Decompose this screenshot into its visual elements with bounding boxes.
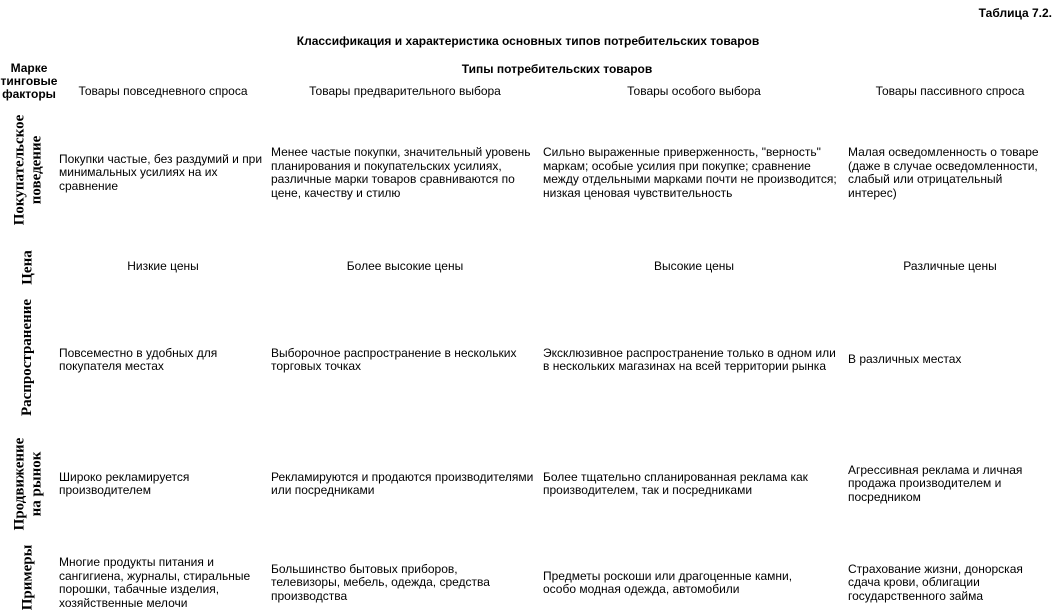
column-header-everyday: Товары повседневного спроса	[78, 84, 248, 98]
row-label-buyer-behavior: Покупательское поведение	[11, 114, 44, 226]
table-number: Таблица 7.2.	[978, 6, 1052, 20]
table-cell: В различных местах	[848, 352, 962, 367]
table-cell: Многие продукты питания и сангигиена, журналы, стиральные порошки, табачные изделия, хозяйственные мелочи	[59, 555, 251, 610]
table-cell: Повсеместно в удобных для покупателя местах	[59, 345, 218, 373]
table-cell: Низкие цены	[127, 259, 199, 274]
table-cell: Различные цены	[903, 259, 997, 274]
table-cell: Эксклюзивное распространение только в одном или в нескольких магазинах на всей территории рынка	[543, 345, 836, 373]
table-cell: Более высокие цены	[346, 259, 464, 274]
row-label-distribution: Распространение	[19, 298, 36, 416]
table-cell: Высокие цены	[653, 259, 735, 274]
row-label-examples: Примеры	[19, 544, 36, 610]
row-label-promotion: Продвижение на рынок	[11, 437, 45, 531]
table-cell: Большинство бытовых приборов, телевизоры, мебель, одежда, средства производства	[271, 561, 490, 603]
table-cell: Рекламируются и продаются производителями или посредниками	[271, 469, 534, 497]
marketing-factors-header: Марке тинговые факторы	[0, 61, 58, 101]
table-cell: Более тщательно спланированная реклама как производителем, так и посредниками	[543, 469, 808, 497]
table-cell: Предметы роскоши или драгоценные камни, особо модная одежда, автомобили	[543, 568, 793, 596]
table-cell: Агрессивная реклама и личная продажа производителем и посредником	[848, 462, 1023, 504]
table-cell: Сильно выраженные приверженность, "верность" маркам; особые усилия при покупке; сравнение между отдельными марками почти не производится; низкая ценовая чувствительность	[543, 145, 837, 200]
table-title: Классификация и характеристика основных типов потребительских товаров	[296, 34, 760, 48]
table-cell: Менее частые покупки, значительный уровень планирования и покупательских усилиях, различные марки товаров сравниваются по цене, качеству и стилю	[271, 145, 531, 200]
column-header-preselection: Товары предварительного выбора	[309, 84, 501, 98]
table-cell: Страхование жизни, донорская сдача крови, облигации государственного займа	[848, 561, 1023, 603]
table-cell: Широко рекламируется производителем	[59, 469, 190, 497]
table-cell: Малая осведомленность о товаре (даже в случае осведомленности, слабый или отрицательный интерес)	[848, 145, 1039, 200]
product-types-header: Типы потребительских товаров	[461, 62, 653, 76]
column-header-special: Товары особого выбора	[627, 84, 761, 98]
row-label-price: Цена	[19, 249, 36, 285]
table-cell: Выборочное распространение в нескольких торговых точках	[271, 345, 517, 373]
column-header-passive: Товары пассивного спроса	[875, 84, 1025, 98]
table-cell: Покупки частые, без раздумий и при минимальных усилиях на их сравнение	[59, 151, 263, 193]
